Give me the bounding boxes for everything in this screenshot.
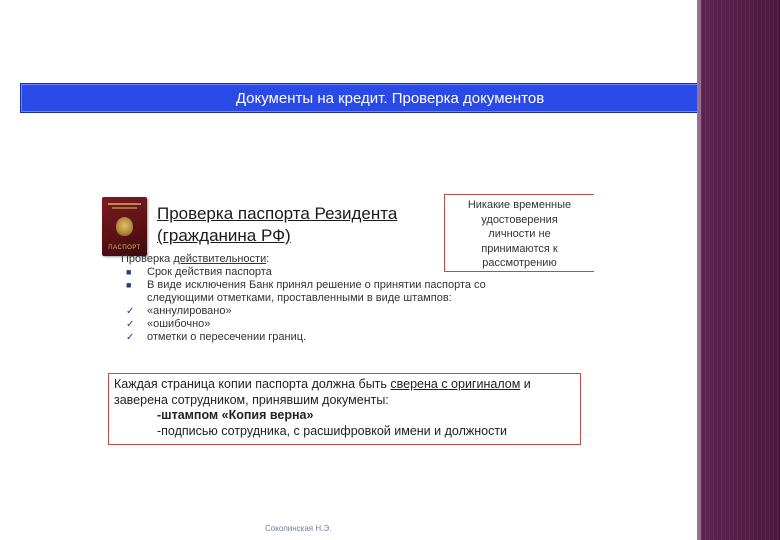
rule-line-4: -подписью сотрудника, с расшифровкой имени и должности [157,423,508,438]
list-item-text: «аннулировано» [147,305,232,317]
list-item [121,318,541,331]
section-heading [157,203,427,247]
checkmark-icon: ✓ [126,319,135,330]
rule-line-2: заверена сотрудником, принявшим документы: [114,392,389,407]
list-item-text: Срок действия паспорта [147,266,272,278]
rule-line-3: -штампом «Копия верна» [157,408,314,422]
rule-line-1 [114,377,580,393]
square-bullet-icon: ■ [126,267,132,277]
list-item-text: «ошибочно» [147,318,211,330]
note-line: личности не [488,228,551,240]
emblem-icon [116,217,133,236]
check-intro-prefix: Проверка [121,253,174,265]
list-item [121,331,541,344]
checkmark-icon: ✓ [126,306,135,317]
validity-check-list [121,253,541,344]
list-item-text: отметки о пересечении границ. [147,331,307,343]
rule-line-1-underlined: сверена с оригиналом [390,377,521,391]
check-intro [121,253,541,266]
checkmark-icon: ✓ [126,332,135,343]
copy-rule-box [108,373,581,445]
passport-label: ПАСПОРТ [108,245,141,251]
list-item-text: следующими отметками, проставленными в виде штампов: [147,292,452,304]
slide-title: Документы на кредит. Проверка документов [20,83,760,113]
rule-line-1-prefix: Каждая страница копии паспорта должна быть [114,377,391,391]
decorative-side-panel [697,0,780,540]
passport-stripe [108,203,141,205]
list-item-text: В виде исключения Банк принял решение о принятии паспорта со [147,279,486,291]
footer-author: Соколинская Н.Э. [265,524,332,533]
rule-line-1-suffix: и [520,377,531,391]
note-line: удостоверения [481,213,558,226]
list-item [121,266,541,279]
square-bullet-icon: ■ [126,280,132,290]
heading-line-1: Проверка паспорта Резидента [157,204,398,223]
list-item-continuation [121,292,541,305]
check-intro-suffix: : [266,253,270,265]
passport-icon [102,197,147,256]
list-item [121,279,541,292]
check-intro-underlined: действительности [173,253,267,265]
note-line: рассмотрению [482,257,557,269]
passport-stripe [112,207,137,209]
note-line: Никакие временные [467,199,572,211]
note-line: принимаются к [481,242,558,255]
list-item [121,305,541,318]
heading-line-2: (гражданина РФ) [157,226,291,245]
